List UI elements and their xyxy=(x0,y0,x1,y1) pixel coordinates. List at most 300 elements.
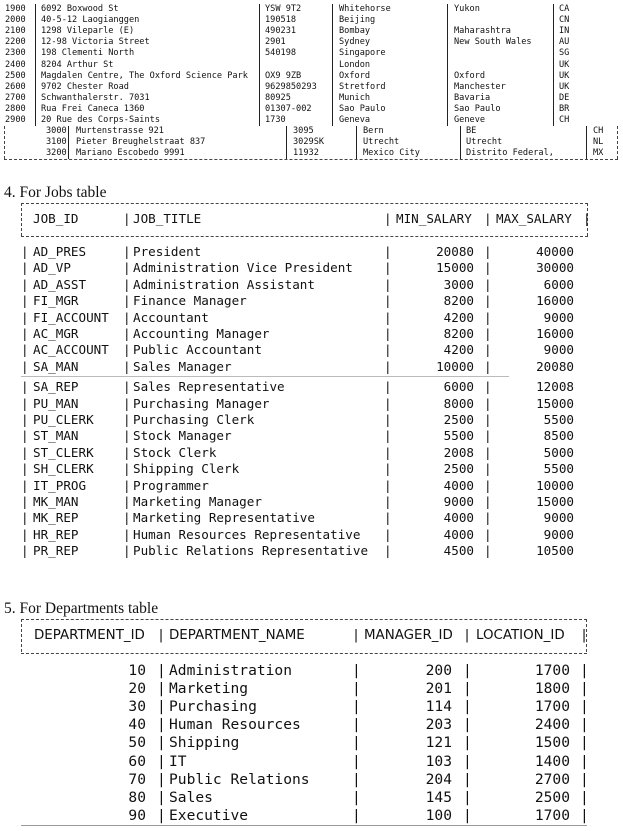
column-divider: | xyxy=(123,309,131,325)
state-province: BE xyxy=(466,126,477,136)
location-id: 1700 xyxy=(534,698,570,716)
column-divider: | xyxy=(463,788,472,806)
column-divider: | xyxy=(580,662,589,679)
location-id: 2200 xyxy=(5,37,26,48)
min-salary: 4000 xyxy=(443,477,474,493)
state-province: Manchester xyxy=(454,81,506,92)
max-salary: 10500 xyxy=(536,543,574,559)
street-address: 1298 Vileparle (E) xyxy=(41,26,135,37)
country-id: UK xyxy=(559,70,570,81)
column-divider: | xyxy=(484,543,492,559)
min-salary: 8000 xyxy=(443,395,474,411)
column-divider xyxy=(286,126,287,159)
min-salary: 9000 xyxy=(443,494,474,509)
column-divider: | xyxy=(157,806,166,824)
job-title: Shipping Clerk xyxy=(133,461,240,477)
max-salary: 10000 xyxy=(536,477,574,493)
column-divider: | xyxy=(157,734,166,752)
max-salary: 15000 xyxy=(536,395,574,411)
column-divider: | xyxy=(21,293,29,309)
column-divider: | xyxy=(484,276,492,292)
location-id: 2600 xyxy=(5,81,26,92)
min-salary: 5500 xyxy=(443,428,474,444)
column-divider: | xyxy=(352,734,361,752)
job-id: IT_PROG xyxy=(33,477,87,493)
location-id: 2400 xyxy=(5,59,26,70)
column-divider: | xyxy=(463,680,472,698)
postal-code: 01307-002 xyxy=(265,103,312,114)
postal-code: 540198 xyxy=(265,48,297,59)
column-divider: | xyxy=(123,379,131,395)
country-id: UK xyxy=(559,81,570,92)
location-id: 2400 xyxy=(534,716,570,734)
state-province: Oxford xyxy=(454,70,486,81)
column-divider: | xyxy=(123,358,131,374)
column-divider: | xyxy=(21,444,29,460)
max-salary: 16000 xyxy=(536,326,574,341)
city: Bern xyxy=(363,126,384,136)
postal-code: OX9 9ZB xyxy=(265,70,302,81)
column-divider: | xyxy=(21,428,29,444)
job-id: ST_MAN xyxy=(33,428,79,444)
column-divider: | xyxy=(21,379,29,395)
column-divider: | xyxy=(157,680,166,698)
column-divider: | xyxy=(123,428,131,444)
job-id: PU_MAN xyxy=(33,395,79,411)
column-divider: | xyxy=(123,412,131,427)
manager-id: 204 xyxy=(425,770,452,788)
column-divider: | xyxy=(484,510,492,526)
column-divider: | xyxy=(484,211,492,226)
column-divider: | xyxy=(123,276,131,292)
column-divider: | xyxy=(123,293,131,309)
job-title: Administration Vice President xyxy=(133,260,353,276)
street-address: Pieter Breughelstraat 837 xyxy=(76,137,206,148)
column-divider: | xyxy=(352,680,361,698)
postal-code: 190518 xyxy=(265,15,297,26)
postal-code: 3029SK xyxy=(293,137,325,148)
column-divider: | xyxy=(157,628,166,643)
street-address: 9702 Chester Road xyxy=(41,81,129,92)
country-id: CH xyxy=(559,115,570,125)
job-title: Human Resources Representative xyxy=(133,526,361,542)
max-salary: 40000 xyxy=(536,244,574,259)
table-border-right xyxy=(617,126,618,159)
column-divider: | xyxy=(21,358,29,374)
department-id: 90 xyxy=(128,806,146,824)
job-title: Stock Manager xyxy=(133,428,232,444)
column-divider: | xyxy=(384,412,392,427)
street-address: 20 Rue des Corps-Saints xyxy=(41,115,160,125)
column-divider: | xyxy=(583,211,591,226)
city: Bombay xyxy=(339,26,371,37)
job-title: Sales Representative xyxy=(133,379,285,395)
column-divider: | xyxy=(384,379,392,395)
column-header-job-id: JOB_ID xyxy=(33,211,79,226)
city: Beijing xyxy=(339,15,376,26)
department-id: 20 xyxy=(128,680,146,698)
column-divider: | xyxy=(157,788,166,806)
max-salary: 5000 xyxy=(543,444,574,460)
column-divider: | xyxy=(484,293,492,309)
job-title: Accountant xyxy=(133,309,209,325)
column-divider: | xyxy=(484,444,492,460)
job-title: Public Accountant xyxy=(133,342,262,358)
column-divider xyxy=(356,126,357,159)
job-title: Stock Clerk xyxy=(133,444,217,460)
column-divider: | xyxy=(463,752,472,770)
column-divider: | xyxy=(21,412,29,427)
street-address: Schwanthalerstr. 7031 xyxy=(41,92,150,103)
column-divider: | xyxy=(484,326,492,341)
state-province: Bavaria xyxy=(454,92,491,103)
job-title: Sales Manager xyxy=(133,358,232,374)
column-divider: | xyxy=(123,342,131,358)
column-divider: | xyxy=(484,494,492,509)
column-divider: | xyxy=(352,698,361,716)
postal-code: 11932 xyxy=(293,148,319,159)
column-divider: | xyxy=(384,461,392,477)
department-id: 60 xyxy=(128,752,146,770)
table-top-border xyxy=(21,203,588,204)
column-header-department-name: DEPARTMENT_NAME xyxy=(169,628,305,643)
manager-id: 103 xyxy=(425,752,452,770)
department-name: Executive xyxy=(169,806,249,824)
column-divider: | xyxy=(352,628,361,643)
column-divider: | xyxy=(384,395,392,411)
column-divider: | xyxy=(123,244,131,259)
column-divider: | xyxy=(463,698,472,716)
job-title: Programmer xyxy=(133,477,209,493)
column-divider: | xyxy=(580,734,589,752)
column-header-job-title: JOB_TITLE xyxy=(133,211,202,226)
column-divider: | xyxy=(123,395,131,411)
table-bottom-border xyxy=(4,159,618,160)
column-divider: | xyxy=(123,444,131,460)
column-divider: | xyxy=(384,477,392,493)
column-divider: | xyxy=(123,510,131,526)
max-salary: 9000 xyxy=(543,526,574,542)
column-divider: | xyxy=(484,358,492,374)
column-divider: | xyxy=(123,326,131,341)
country-id: MX xyxy=(593,148,604,159)
column-divider xyxy=(68,126,69,159)
table-top-border xyxy=(21,619,587,620)
column-divider: | xyxy=(384,260,392,276)
min-salary: 4200 xyxy=(443,309,474,325)
column-divider: | xyxy=(21,543,29,559)
column-divider: | xyxy=(384,276,392,292)
column-divider: | xyxy=(21,342,29,358)
min-salary: 8200 xyxy=(443,293,474,309)
location-id: 1400 xyxy=(534,752,570,770)
street-address: Rua Frei Caneca 1360 xyxy=(41,103,145,114)
table-border-left xyxy=(21,203,22,236)
country-id: DE xyxy=(559,92,570,103)
state-province: Geneve xyxy=(454,115,486,125)
location-id: 2000 xyxy=(5,15,26,26)
manager-id: 100 xyxy=(425,806,452,824)
column-divider: | xyxy=(463,734,472,752)
header-separator xyxy=(21,236,588,237)
column-divider xyxy=(553,4,554,126)
country-id: CN xyxy=(559,15,570,26)
job-id: MK_REP xyxy=(33,510,79,526)
location-id: 2300 xyxy=(5,48,26,59)
column-divider: | xyxy=(384,526,392,542)
department-id: 30 xyxy=(128,698,146,716)
city: Sao Paulo xyxy=(339,103,386,114)
location-id: 2100 xyxy=(5,26,26,37)
max-salary: 15000 xyxy=(536,494,574,509)
column-divider: | xyxy=(21,276,29,292)
job-id: HR_REP xyxy=(33,526,79,542)
manager-id: 121 xyxy=(425,734,452,752)
job-title: Accounting Manager xyxy=(133,326,270,341)
location-id: 1700 xyxy=(534,806,570,824)
column-divider: | xyxy=(352,806,361,824)
min-salary: 3000 xyxy=(443,276,474,292)
column-divider: | xyxy=(580,788,589,806)
street-address: 6092 Boxwood St xyxy=(41,4,119,14)
page-bottom-line xyxy=(21,825,587,826)
max-salary: 30000 xyxy=(536,260,574,276)
departments-heading: 5. For Departments table xyxy=(4,600,159,617)
column-divider: | xyxy=(352,788,361,806)
postal-code: 490231 xyxy=(265,26,297,37)
column-divider: | xyxy=(484,260,492,276)
city: Utrecht xyxy=(363,137,400,148)
city: Sydney xyxy=(339,37,371,48)
min-salary: 4000 xyxy=(443,510,474,526)
column-header-location-id: LOCATION_ID xyxy=(476,628,565,643)
job-id: FI_MGR xyxy=(33,293,79,309)
location-id: 2700 xyxy=(534,770,570,788)
column-divider xyxy=(460,126,461,159)
jobs-heading: 4. For Jobs table xyxy=(4,184,107,201)
department-name: Human Resources xyxy=(169,716,301,734)
department-name: Sales xyxy=(169,788,213,806)
column-divider: | xyxy=(21,395,29,411)
column-divider: | xyxy=(123,477,131,493)
column-divider: | xyxy=(123,461,131,477)
column-divider: | xyxy=(123,543,131,559)
job-title: Administration Assistant xyxy=(133,276,315,292)
column-divider: | xyxy=(384,342,392,358)
department-name: IT xyxy=(169,752,187,770)
city: Mexico City xyxy=(363,148,420,159)
column-divider: | xyxy=(384,494,392,509)
manager-id: 114 xyxy=(425,698,452,716)
location-id: 1900 xyxy=(5,4,26,14)
location-id: 2500 xyxy=(534,788,570,806)
state-province: New South Wales xyxy=(454,37,532,48)
state-province: Distrito Federal, xyxy=(466,148,554,159)
locations-table-fragment xyxy=(0,0,623,165)
street-address: 40-5-12 Laogianggen xyxy=(41,15,140,26)
job-id: AD_PRES xyxy=(33,244,87,259)
column-divider: | xyxy=(123,526,131,542)
job-id: FI_ACCOUNT xyxy=(33,309,109,325)
min-salary: 2500 xyxy=(443,461,474,477)
column-divider: | xyxy=(157,716,166,734)
column-divider xyxy=(259,4,260,126)
column-divider: | xyxy=(21,526,29,542)
column-divider: | xyxy=(384,428,392,444)
max-salary: 12008 xyxy=(536,379,574,395)
location-id: 1800 xyxy=(534,680,570,698)
city: Munich xyxy=(339,92,371,103)
column-divider: | xyxy=(123,494,131,509)
state-province: Yukon xyxy=(454,4,480,14)
job-id: ST_CLERK xyxy=(33,444,94,460)
location-id: 1500 xyxy=(534,734,570,752)
job-title: President xyxy=(133,244,202,259)
street-address: 12-98 Victoria Street xyxy=(41,37,150,48)
column-divider: | xyxy=(580,806,589,824)
job-title: Finance Manager xyxy=(133,293,247,309)
job-id: MK_MAN xyxy=(33,494,79,509)
location-id: 3200 xyxy=(46,148,67,159)
job-id: AD_VP xyxy=(33,260,71,276)
column-divider: | xyxy=(484,526,492,542)
column-divider: | xyxy=(21,477,29,493)
column-divider: | xyxy=(580,752,589,770)
column-divider: | xyxy=(352,716,361,734)
job-id: AC_MGR xyxy=(33,326,79,341)
job-id: AC_ACCOUNT xyxy=(33,342,109,358)
column-divider: | xyxy=(21,244,29,259)
department-id: 80 xyxy=(128,788,146,806)
column-header-min-salary: MIN_SALARY xyxy=(396,211,472,226)
page-break-line xyxy=(21,376,509,377)
column-divider: | xyxy=(384,444,392,460)
column-divider: | xyxy=(484,342,492,358)
column-divider: | xyxy=(484,379,492,395)
department-name: Administration xyxy=(169,662,293,679)
column-divider: | xyxy=(21,510,29,526)
department-name: Shipping xyxy=(169,734,240,752)
job-title: Marketing Representative xyxy=(133,510,315,526)
postal-code: 3095 xyxy=(293,126,314,136)
city: Singapore xyxy=(339,48,386,59)
column-divider: | xyxy=(21,494,29,509)
country-id: BR xyxy=(559,103,570,114)
state-province: Maharashtra xyxy=(454,26,511,37)
min-salary: 8200 xyxy=(443,326,474,341)
postal-code: 1730 xyxy=(265,115,286,125)
street-address: Magdalen Centre, The Oxford Science Park xyxy=(41,70,248,81)
min-salary: 15000 xyxy=(436,260,474,276)
location-id: 2800 xyxy=(5,103,26,114)
column-divider: | xyxy=(21,309,29,325)
column-divider: | xyxy=(123,260,131,276)
country-id: CH xyxy=(593,126,604,136)
job-title: Purchasing Manager xyxy=(133,395,270,411)
city: Oxford xyxy=(339,70,371,81)
column-divider: | xyxy=(21,326,29,341)
column-divider: | xyxy=(384,543,392,559)
header-separator xyxy=(21,653,587,654)
column-header-department-id: DEPARTMENT_ID xyxy=(34,628,145,643)
street-address: 198 Clementi North xyxy=(41,48,135,59)
manager-id: 201 xyxy=(425,680,452,698)
postal-code: 2901 xyxy=(265,37,286,48)
manager-id: 203 xyxy=(425,716,452,734)
job-title: Purchasing Clerk xyxy=(133,412,255,427)
department-name: Purchasing xyxy=(169,698,257,716)
country-id: SG xyxy=(559,48,570,59)
country-id: NL xyxy=(593,137,604,148)
column-divider: | xyxy=(384,326,392,341)
column-divider: | xyxy=(484,461,492,477)
column-divider: | xyxy=(352,752,361,770)
location-id: 2700 xyxy=(5,92,26,103)
min-salary: 6000 xyxy=(443,379,474,395)
location-id: 3100 xyxy=(46,137,67,148)
manager-id: 145 xyxy=(425,788,452,806)
column-divider: | xyxy=(580,698,589,716)
column-divider xyxy=(35,4,36,126)
column-divider: | xyxy=(463,662,472,679)
column-divider: | xyxy=(157,698,166,716)
column-divider: | xyxy=(580,770,589,788)
min-salary: 4200 xyxy=(443,342,474,358)
column-divider: | xyxy=(580,628,589,643)
max-salary: 9000 xyxy=(543,510,574,526)
min-salary: 2500 xyxy=(443,412,474,427)
max-salary: 20080 xyxy=(536,358,574,374)
job-id: SA_MAN xyxy=(33,358,79,374)
city: Stretford xyxy=(339,81,386,92)
column-divider: | xyxy=(384,510,392,526)
column-divider: | xyxy=(463,628,472,643)
column-divider xyxy=(586,126,587,159)
column-divider: | xyxy=(463,716,472,734)
column-divider: | xyxy=(463,806,472,824)
location-id: 1700 xyxy=(534,662,570,679)
max-salary: 9000 xyxy=(543,309,574,325)
postal-code: 9629850293 xyxy=(265,81,317,92)
column-divider: | xyxy=(384,293,392,309)
column-divider: | xyxy=(384,309,392,325)
country-id: IN xyxy=(559,26,570,37)
min-salary: 4000 xyxy=(443,526,474,542)
column-divider: | xyxy=(580,680,589,698)
city: Whitehorse xyxy=(339,4,391,14)
street-address: Murtenstrasse 921 xyxy=(76,126,164,136)
column-divider: | xyxy=(484,244,492,259)
job-id: SH_CLERK xyxy=(33,461,94,477)
manager-id: 200 xyxy=(425,662,452,679)
department-id: 10 xyxy=(128,662,146,679)
min-salary: 4500 xyxy=(443,543,474,559)
state-province: Sao Paulo xyxy=(454,103,501,114)
department-id: 70 xyxy=(128,770,146,788)
column-divider: | xyxy=(123,211,131,226)
max-salary: 5500 xyxy=(543,461,574,477)
column-divider: | xyxy=(157,752,166,770)
max-salary: 9000 xyxy=(543,342,574,358)
job-id: PR_REP xyxy=(33,543,79,559)
column-divider: | xyxy=(384,211,392,226)
min-salary: 2008 xyxy=(443,444,474,460)
column-divider: | xyxy=(463,770,472,788)
column-divider: | xyxy=(484,477,492,493)
country-id: UK xyxy=(559,59,570,70)
job-id: PU_CLERK xyxy=(33,412,94,427)
table-border-left xyxy=(21,619,22,652)
